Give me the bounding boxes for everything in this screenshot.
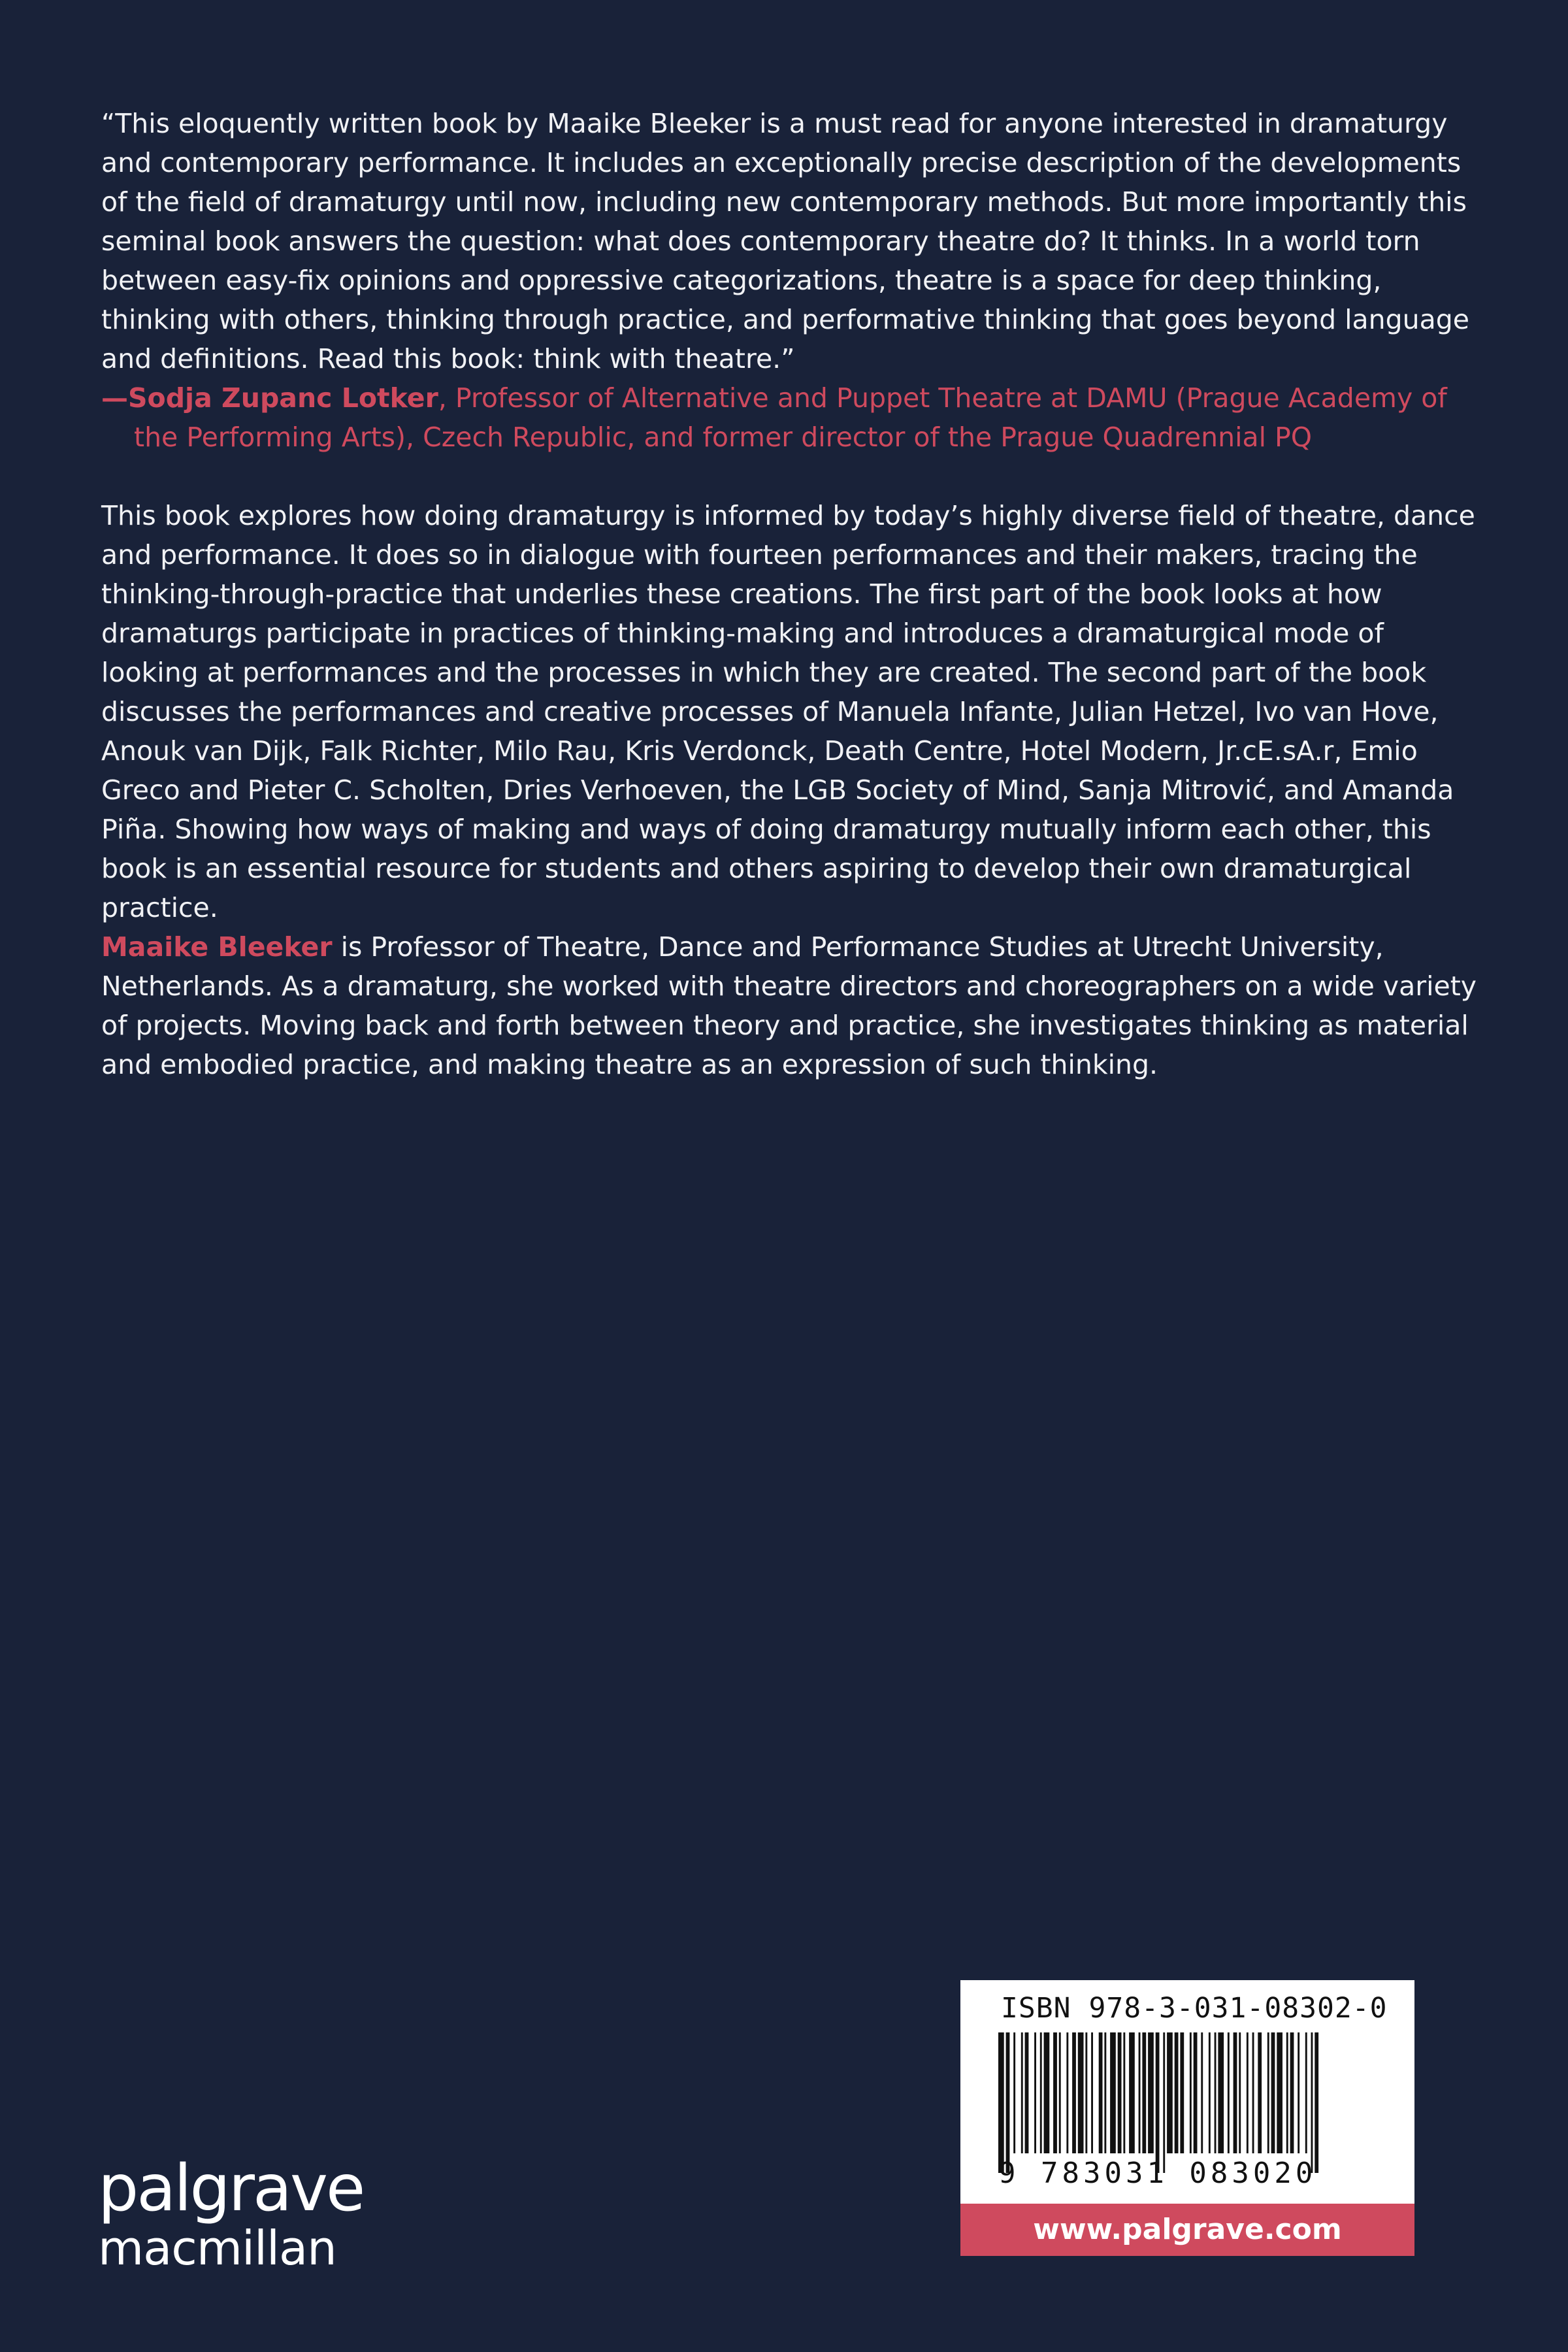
- barcode-bar: [1085, 2032, 1087, 2153]
- barcode-bar: [1201, 2032, 1203, 2153]
- barcode-bar: [1218, 2032, 1224, 2153]
- book-description: This book explores how doing dramaturgy is informed by today’s highly diverse field of theatre, dance and performance. It does so in dialogue with fourteen performances and their makers, tracing the thinking-through-practice that underlies these creations. The first part of the book looks at how dramaturgs participate in practices of thinking-making and introduces a dramaturgical mode of looking at performances and the processes in which they are created. The second part of the book discusses the performances and creative processes of Manuela Infante, Julian Hetzel, Ivo van Hove, Anouk van Dijk, Falk Richter, Milo Rau, Kris Verdonck, Death Centre, Hotel Modern, Jr.cE.sA.r, Emio Greco and Pieter C. Scholten, Dries Verhoeven, the LGB Society of Mind, Sanja Mitrović, and Amanda Piña. Showing how ways of making and ways of doing dramaturgy mutually inform each other, this book is an essential resource for students and others aspiring to develop their own dramaturgical practice.: [101, 500, 1475, 923]
- barcode-bar: [998, 2032, 1004, 2173]
- barcode-bar: [1247, 2032, 1249, 2153]
- barcode-bar: [1305, 2032, 1307, 2153]
- publisher-logo-line2: macmillan: [98, 2221, 336, 2276]
- barcode-bar: [1118, 2032, 1122, 2153]
- barcode-bar: [1315, 2032, 1318, 2173]
- barcode-bar: [1209, 2032, 1211, 2153]
- barcode-bar: [1286, 2032, 1288, 2153]
- isbn-barcode-box: [960, 1980, 1414, 2204]
- barcode-bar: [1021, 2032, 1023, 2153]
- barcode-bar: [1163, 2032, 1165, 2173]
- barcode-bar: [1104, 2032, 1106, 2153]
- barcode-bar: [1078, 2032, 1084, 2153]
- barcode-bar: [1139, 2032, 1141, 2153]
- endorsement-attribution: [101, 378, 1473, 457]
- barcode-bar: [1156, 2032, 1160, 2173]
- barcode-bar: [1175, 2032, 1179, 2153]
- barcode-bar: [1148, 2032, 1154, 2153]
- author-name: Maaike Bleeker: [101, 931, 333, 963]
- barcode-bar: [1277, 2032, 1282, 2153]
- barcode-bar: [1013, 2032, 1015, 2153]
- barcode-bar: [1167, 2032, 1173, 2153]
- barcode-bar: [1129, 2032, 1135, 2153]
- barcode-bar: [1233, 2032, 1237, 2153]
- endorsement-quote: “This eloquently written book by Maaike Bleeker is a must read for anyone interested in dramaturgy and contemporary performance. It includes an exceptionally precise description of the developments of the field of dramaturgy until now, including new contemporary methods. But more importantly this seminal book answers the question: what does contemporary theatre do? It thinks. In a world torn between easy-fix opinions and oppressive categorizations, theatre is a space for deep thinking, thinking with others, thinking through practice, and performative thinking that goes beyond language and definitions. Read this book: think with theatre.”: [101, 108, 1470, 374]
- endorser-name: —Sodja Zupanc Lotker: [101, 382, 438, 414]
- barcode-bar: [1215, 2032, 1217, 2153]
- author-bio: [101, 927, 1480, 1084]
- barcode-bar: [1194, 2032, 1198, 2153]
- barcode-bar: [1123, 2032, 1125, 2153]
- barcode-bar: [1091, 2032, 1093, 2153]
- barcode-bar: [1180, 2032, 1184, 2153]
- barcode-bar: [1099, 2032, 1103, 2153]
- barcode-bar: [1025, 2032, 1029, 2153]
- barcode-bar: [1006, 2032, 1010, 2173]
- author-bio-text: is Professor of Theatre, Dance and Performance Studies at Utrecht University, Netherlands. As a dramaturg, she worked with theatre directors and choreographers on a wide variety of projects. Moving back and forth between theory and practice, she investigates thinking as material and embodied practice, and making theatre as an expression of such thinking.: [101, 931, 1477, 1080]
- publisher-logo: [98, 2151, 364, 2276]
- barcode-bar: [1252, 2032, 1254, 2153]
- barcode-bar: [1034, 2032, 1036, 2153]
- barcode-bar: [1059, 2032, 1061, 2153]
- barcode-bar: [1053, 2032, 1057, 2153]
- barcode-bar: [1267, 2032, 1269, 2153]
- barcode-bar: [1258, 2032, 1262, 2153]
- endorser-title: , Professor of Alternative and Puppet Theatre at DAMU (Prague Academy of the Performing Arts), Czech Republic, and former director of the Prague Quadrennial PQ: [134, 382, 1447, 453]
- barcode-bar: [1066, 2032, 1068, 2153]
- barcode-bar: [1044, 2032, 1050, 2153]
- barcode-bar: [1072, 2032, 1076, 2153]
- barcode-bar: [1228, 2032, 1230, 2153]
- isbn-label: ISBN 978-3-031-08302-0: [1001, 1992, 1388, 2025]
- publisher-url: www.palgrave.com: [960, 2204, 1414, 2256]
- barcode-bar: [1190, 2032, 1192, 2153]
- barcode-bar: [1271, 2032, 1275, 2153]
- publisher-logo-line1: palgrave: [98, 2151, 364, 2226]
- isbn-digits: 9 783031 083020: [998, 2157, 1317, 2190]
- barcode-bar: [1142, 2032, 1146, 2153]
- barcode-bar: [1239, 2032, 1241, 2153]
- barcode-bar: [1311, 2032, 1313, 2173]
- barcode-bar: [1298, 2032, 1299, 2153]
- barcode-bar: [1040, 2032, 1042, 2153]
- barcode-bar: [1110, 2032, 1116, 2153]
- barcode-bar: [1290, 2032, 1294, 2153]
